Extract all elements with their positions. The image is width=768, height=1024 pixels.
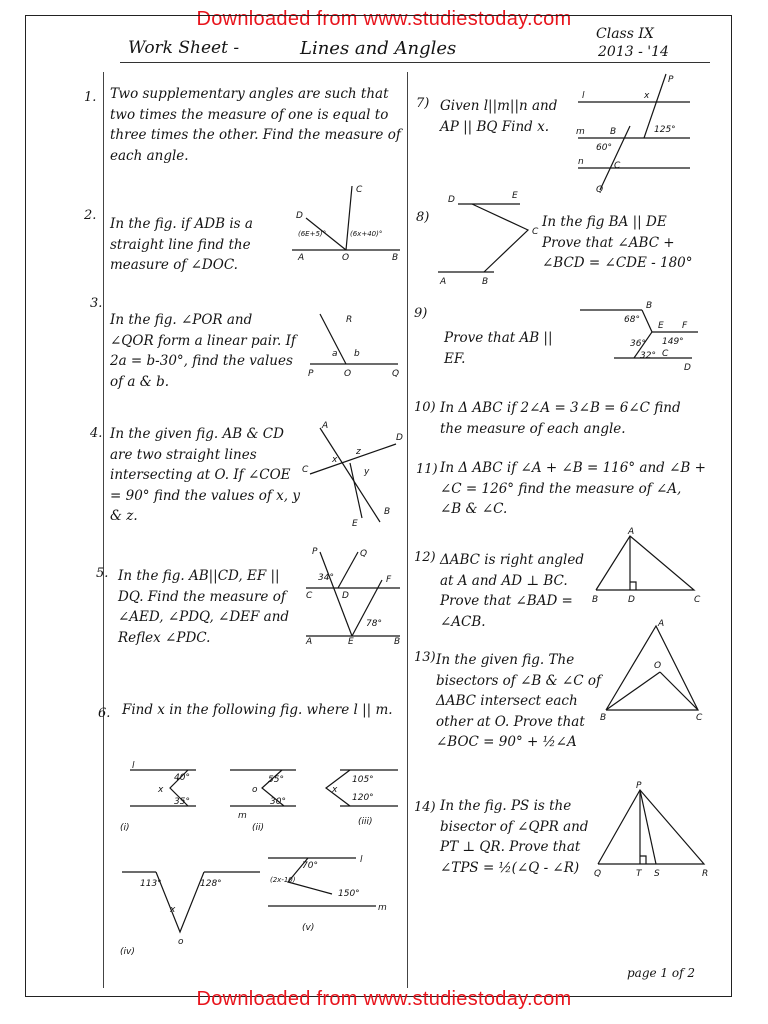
question-6-number: 6.: [98, 706, 111, 721]
worksheet-subtitle: Lines and Angles: [300, 38, 457, 59]
q4-label-d: D: [396, 433, 403, 443]
q6iv-angle-2: 128°: [200, 879, 222, 889]
page-number: page 1 of 2: [627, 966, 695, 980]
q2-label-a: A: [298, 253, 305, 263]
q2-label-d: D: [296, 211, 303, 221]
q6v-label-l: l: [360, 855, 363, 865]
q8-bent-line: [472, 204, 528, 272]
question-7-figure: [570, 70, 698, 198]
q4-label-x: x: [332, 455, 338, 465]
q12-label-a: A: [628, 527, 635, 537]
q4-label-y: y: [364, 467, 370, 477]
q6v-angle-3: (2x-10): [270, 876, 296, 884]
q13-label-a: A: [658, 619, 665, 629]
question-13-text: In the given fig. The bisectors of ∠B & ∠C of ΔABC intersect each other at O. Prove that ∠BOC = 90° + ½∠A: [436, 652, 601, 750]
q6iv-angle-1: 113°: [140, 879, 162, 889]
q3-label-p: P: [308, 369, 314, 379]
q14-label-t: T: [636, 869, 642, 879]
q7-label-q: Q: [596, 185, 604, 195]
q14-bisector-ps: [640, 790, 656, 864]
question-7-number: 7): [416, 96, 430, 111]
q7-label-c: C: [614, 161, 621, 171]
question-8-number: 8): [416, 210, 430, 225]
q6iii-label-x: x: [332, 785, 338, 795]
question-11-number: 11): [416, 462, 438, 477]
question-1-text: Two supplementary angles are such that two times the measure of one is equal to three times the other. Find the measure of each angle.: [110, 86, 401, 164]
q7-label-b: B: [610, 127, 617, 137]
q2-label-o: O: [342, 253, 350, 263]
q12-triangle: [596, 536, 694, 590]
question-14-number: 14): [414, 800, 436, 815]
question-12-text: ΔABC is right angled at A and AD ⊥ BC. Prove that ∠BAD = ∠ACB.: [440, 552, 584, 630]
q6v-label-m: m: [378, 903, 387, 913]
q7-angle-60: 60°: [596, 143, 612, 153]
q14-label-r: R: [702, 869, 709, 879]
question-9-figure: [574, 298, 700, 374]
q5-label-q: Q: [360, 549, 368, 559]
q6iii-angle-1: 105°: [352, 775, 374, 785]
question-4-figure: [300, 418, 406, 530]
q7-label-n: n: [578, 157, 584, 167]
q9-angle-36: 36°: [630, 339, 646, 349]
q12-label-d: D: [628, 595, 635, 605]
watermark-top: Downloaded from www.studiestoday.com: [196, 8, 572, 30]
q4-label-e: E: [352, 519, 358, 529]
question-6-figures-row2: [112, 850, 402, 966]
q6ii-label-m: m: [238, 811, 247, 821]
q5-label-f: F: [386, 575, 392, 585]
q14-triangle: [598, 790, 704, 864]
q9-angle-32: 32°: [640, 351, 656, 361]
q4-line-ab: [320, 428, 380, 522]
q9-label-e: E: [658, 321, 664, 331]
question-8-figure: [428, 186, 548, 286]
question-5-text: In the fig. AB||CD, EF || DQ. Find the measure of ∠AED, ∠PDQ, ∠DEF and Reflex ∠PDC.: [118, 568, 290, 646]
question-3-text: In the fig. ∠POR and ∠QOR form a linear pair. If 2a = b-30°, find the values of a & b.: [110, 312, 296, 390]
q9-label-c: C: [662, 349, 669, 359]
q3-label-o: O: [344, 369, 352, 379]
q7-label-l: l: [582, 91, 585, 101]
watermark-bottom: Downloaded from www.studiestoday.com: [196, 988, 572, 1010]
question-2-figure: [288, 180, 406, 263]
column-divider: [407, 72, 408, 988]
q6i-label-x: x: [158, 785, 164, 795]
q6iv-caption: (iv): [120, 947, 135, 957]
q14-label-q: Q: [594, 869, 602, 879]
q7-angle-125: 125°: [654, 125, 676, 135]
q6i-label-l: l: [132, 761, 135, 771]
q14-right-angle-mark: [640, 856, 646, 864]
q6iv-label-o: o: [178, 937, 184, 947]
q13-bisector-c: [660, 672, 698, 710]
q6ii-label-o: o: [252, 785, 258, 795]
q6v-angle-1: 70°: [302, 861, 318, 871]
q8-label-c: C: [532, 227, 539, 237]
question-4-number: 4.: [90, 426, 103, 441]
q4-label-b: B: [384, 507, 391, 517]
q6iv-label-x: x: [170, 905, 176, 915]
q8-label-e: E: [512, 191, 518, 201]
q3-label-r: R: [346, 315, 353, 325]
year-label: 2013 - '14: [598, 44, 669, 60]
q6ii-caption: (ii): [252, 823, 265, 833]
question-2-text: In the fig. if ADB is a straight line find the measure of ∠DOC.: [110, 216, 253, 273]
q5-ray-dq: [338, 552, 358, 588]
q4-label-z: z: [356, 447, 361, 457]
q6iii-bent-line: [326, 770, 350, 806]
q5-label-b: B: [394, 637, 401, 647]
question-14-text: In the fig. PS is the bisector of ∠QPR and PT ⊥ QR. Prove that ∠TPS = ½(∠Q - ∠R): [440, 798, 589, 876]
q12-right-angle-mark: [630, 582, 636, 590]
q8-label-d: D: [448, 195, 455, 205]
q4-line-cd: [310, 444, 396, 474]
q5-label-c: C: [306, 591, 313, 601]
q13-triangle: [606, 626, 698, 710]
q5-angle-34: 34°: [318, 573, 334, 583]
q14-label-s: S: [654, 869, 660, 879]
question-12-number: 12): [414, 550, 436, 565]
question-10-text: In Δ ABC if 2∠A = 3∠B = 6∠C find the measure of each angle.: [440, 400, 681, 437]
q9-label-b: B: [646, 301, 653, 311]
left-margin-line: [103, 72, 104, 988]
q6iii-caption: (iii): [358, 817, 373, 827]
q2-left-angle: (6E+5)°: [298, 230, 327, 238]
question-12-figure: [590, 528, 702, 604]
question-5-number: 5.: [96, 566, 109, 581]
q13-bisector-b: [606, 672, 660, 710]
q13-label-o: O: [654, 661, 662, 671]
question-3-figure: [306, 306, 404, 378]
q7-label-x: x: [644, 91, 650, 101]
question-9-text: Prove that AB || EF.: [444, 330, 553, 367]
q6iii-angle-2: 120°: [352, 793, 374, 803]
question-7-text: Given l||m||n and AP || BQ Find x.: [440, 98, 558, 135]
q12-label-c: C: [694, 595, 701, 605]
q5-label-a: A: [306, 637, 313, 647]
question-10-number: 10): [414, 400, 436, 415]
q3-label-a: a: [332, 349, 338, 359]
q5-label-e: E: [348, 637, 354, 647]
question-8-text: In the fig BA || DE Prove that ∠ABC + ∠BCD = ∠CDE - 180°: [542, 214, 693, 271]
q9-label-f: F: [682, 321, 688, 331]
q5-angle-78: 78°: [366, 619, 382, 629]
header-rule: [120, 62, 710, 63]
q6i-caption: (i): [120, 823, 130, 833]
q2-label-c: C: [356, 185, 363, 195]
q4-label-a: A: [322, 421, 329, 431]
q6v-caption: (v): [302, 923, 315, 933]
q6i-angle-1: 40°: [174, 773, 190, 783]
q2-label-b: B: [392, 253, 399, 263]
question-13-number: 13): [414, 650, 436, 665]
q2-right-angle: (6x+40)°: [350, 230, 383, 238]
question-2-number: 2.: [84, 208, 97, 223]
q14-label-p: P: [636, 781, 642, 791]
q3-label-q: Q: [392, 369, 400, 379]
q6v-angle-2: 150°: [338, 889, 360, 899]
class-label: Class IX: [596, 26, 654, 42]
question-1-number: 1.: [84, 90, 97, 105]
question-13-figure: [600, 619, 703, 723]
q6iv-v-shape: [156, 872, 204, 932]
question-14-figure: [592, 780, 714, 880]
question-11-text: In Δ ABC if ∠A + ∠B = 116° and ∠B + ∠C = 126° find the measure of ∠A, ∠B & ∠C.: [440, 460, 706, 517]
q9-angle-149: 149°: [662, 337, 684, 347]
question-4-text: In the given fig. AB & CD are two straight lines intersecting at O. If ∠COE = 90° find the values of x, y & z.: [110, 426, 300, 524]
q13-label-b: B: [600, 713, 607, 723]
q8-label-a: A: [440, 277, 447, 287]
q9-angle-68: 68°: [624, 315, 640, 325]
q3-label-b: b: [354, 349, 360, 359]
question-9-number: 9): [414, 306, 428, 321]
question-6-text: Find x in the following fig. where l || m.: [122, 702, 393, 718]
q5-label-p: P: [312, 547, 318, 557]
question-5-figure: [300, 544, 406, 647]
worksheet-title: Work Sheet -: [128, 38, 240, 58]
q12-label-b: B: [592, 595, 599, 605]
q13-label-c: C: [696, 713, 703, 723]
q9-label-d: D: [684, 363, 691, 373]
question-6-figures-row1: [112, 760, 402, 840]
q6ii-angle-1: 55°: [268, 775, 284, 785]
q4-label-c: C: [302, 465, 309, 475]
q7-label-m: m: [576, 127, 585, 137]
question-3-number: 3.: [90, 296, 103, 311]
q8-label-b: B: [482, 277, 489, 287]
q7-label-p: P: [668, 75, 674, 85]
q5-label-d: D: [342, 591, 349, 601]
q2-ray-oc: [346, 186, 352, 250]
q6i-angle-2: 35°: [174, 797, 190, 807]
q6ii-angle-2: 30°: [270, 797, 286, 807]
